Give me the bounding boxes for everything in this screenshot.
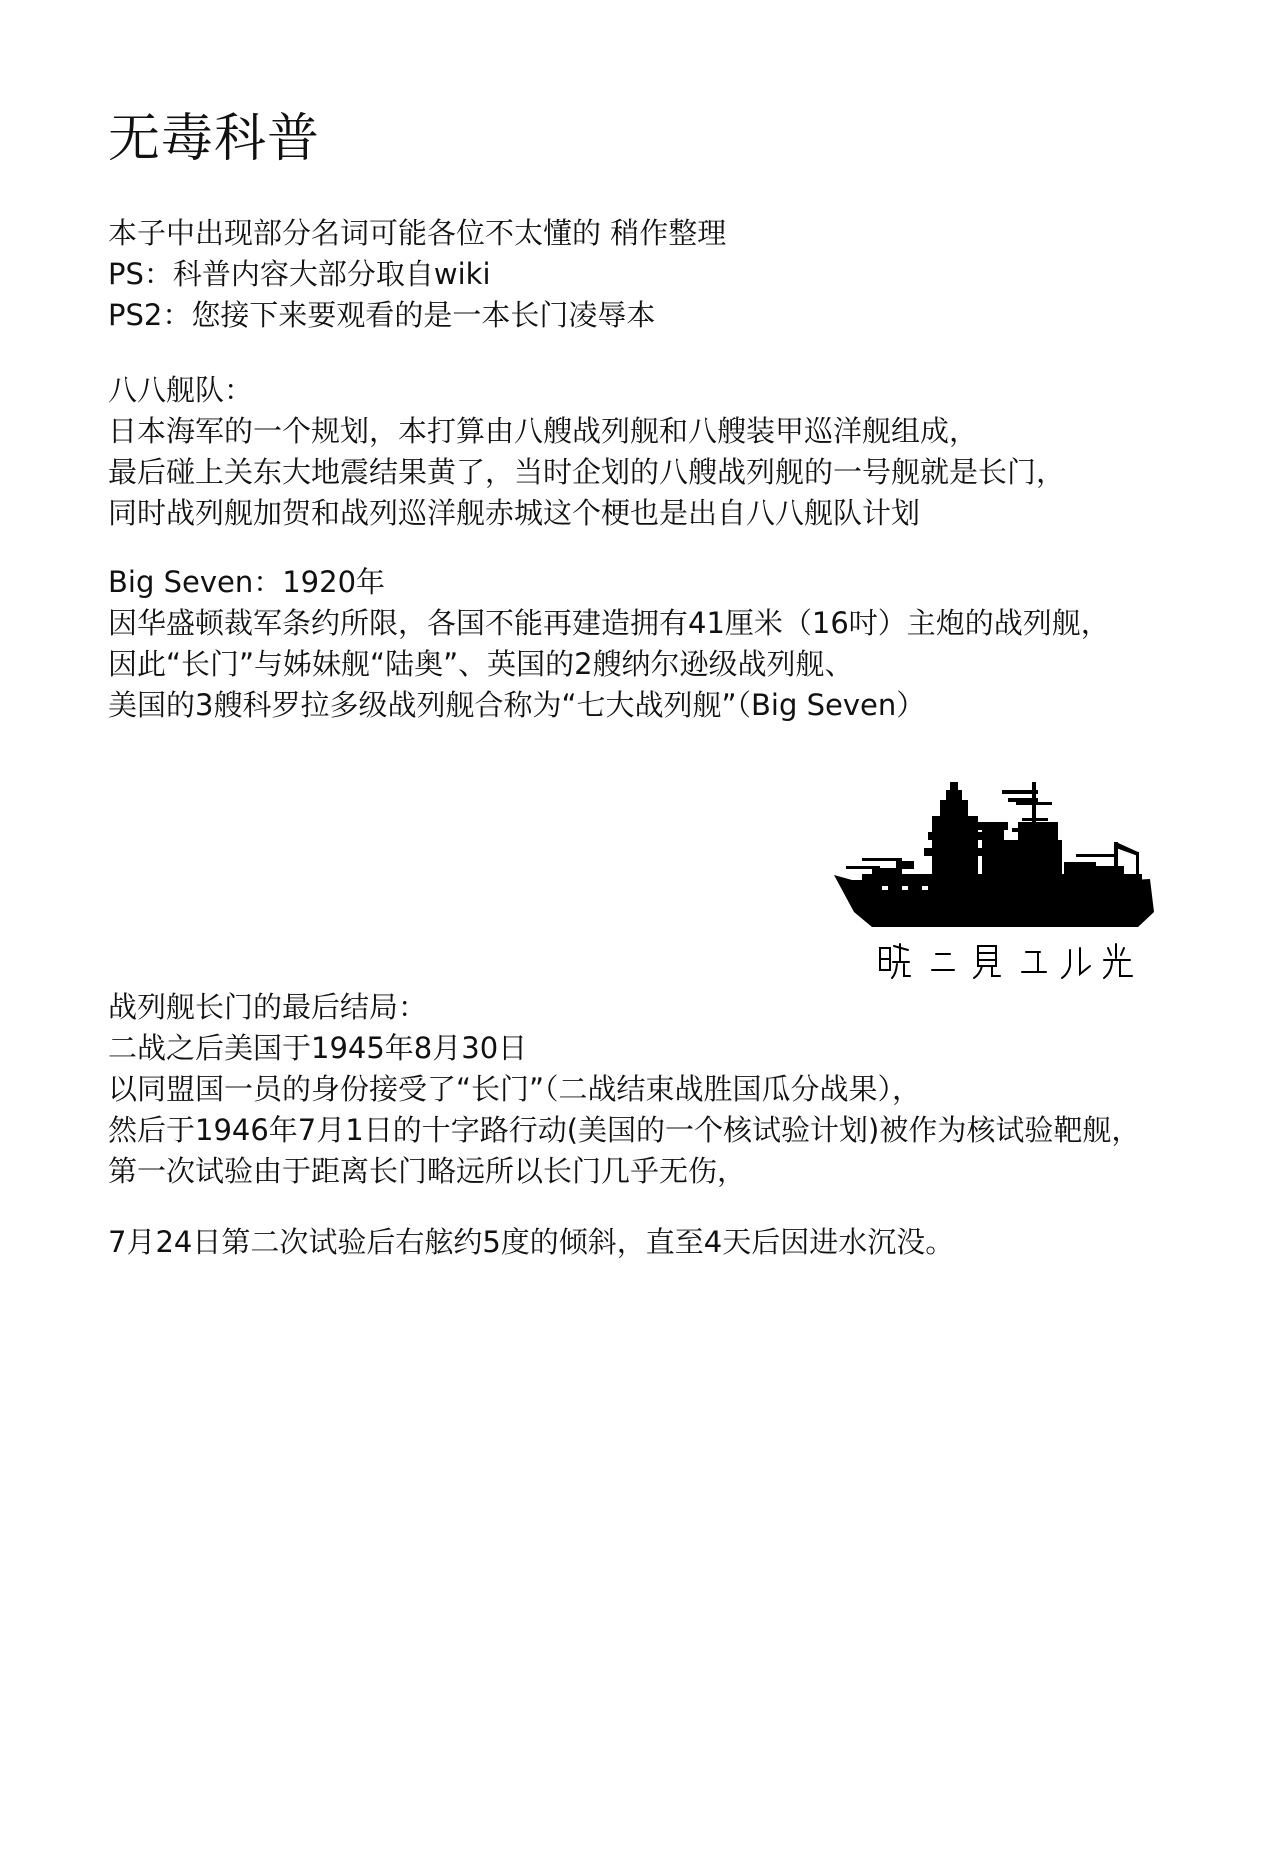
section-heading: 八八舰队：	[108, 373, 254, 407]
intro-line: 本子中出现部分名词可能各位不太懂的 稍作整理	[108, 216, 727, 250]
intro-line: PS：科普内容大部分取自wiki	[108, 257, 491, 291]
paragraph-line: 因此“长门”与姊妹舰“陆奥”、英国的2艘纳尔逊级战列舰、	[108, 647, 854, 681]
intro-line: PS2：您接下来要观看的是一本长门凌辱本	[108, 298, 656, 332]
paragraph-line: 7月24日第二次试验后右舷约5度的倾斜，直至4天后因进水沉没。	[108, 1225, 955, 1259]
paragraph-line: 然后于1946年7月1日的十字路行动(美国的一个核试验计划)被作为核试验靶舰，	[108, 1113, 1141, 1147]
paragraph-line: 最后碰上关东大地震结果黄了，当时企划的八艘战列舰的一号舰就是长门，	[108, 455, 1066, 489]
section-heading: Big Seven：1920年	[108, 565, 386, 599]
intro-section	[108, 213, 1228, 336]
page-title: 无毒科普	[108, 109, 321, 169]
big-seven-section	[108, 562, 1228, 726]
eight-eight-fleet-section	[108, 370, 1228, 534]
paragraph-line: 日本海军的一个规划，本打算由八艘战列舰和八艘装甲巡洋舰组成，	[108, 414, 979, 448]
section-heading: 战列舰长门的最后结局：	[108, 990, 428, 1024]
paragraph-line: 美国的3艘科罗拉多级战列舰合称为“七大战列舰”（Big Seven）	[108, 688, 926, 722]
paragraph-line: 因华盛顿裁军条约所限，各国不能再建造拥有41厘米（16吋）主炮的战列舰，	[108, 606, 1110, 640]
nagato-fate-section	[108, 987, 1228, 1192]
paragraph-line: 第一次试验由于距离长门略远所以长门几乎无伤，	[108, 1154, 747, 1188]
paragraph-line: 同时战列舰加贺和战列巡洋舰赤城这个梗也是出自八八舰队计划	[108, 496, 921, 530]
paragraph-line: 以同盟国一员的身份接受了“长门”（二战结束战胜国瓜分战果），	[108, 1072, 922, 1106]
signature-logo	[878, 940, 1138, 984]
paragraph-line: 二战之后美国于1945年8月30日	[108, 1031, 528, 1065]
nagato-fate-final-paragraph	[108, 1222, 1228, 1263]
